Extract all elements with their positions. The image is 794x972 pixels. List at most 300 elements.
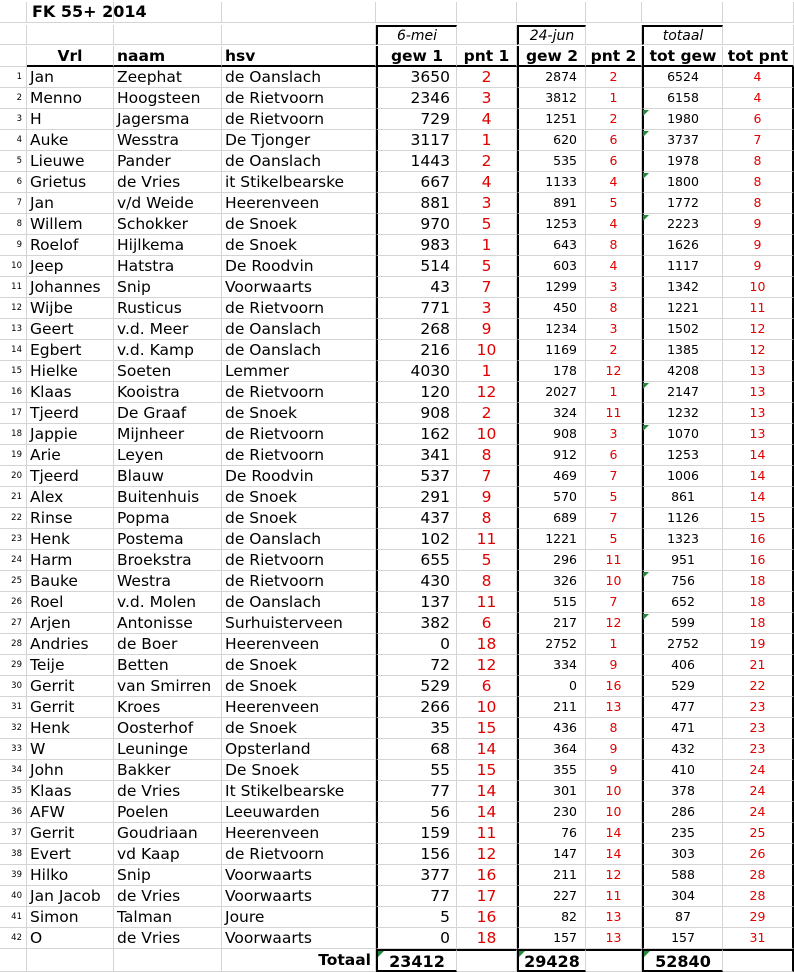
cell-hsv[interactable]: Voorwaarts — [222, 865, 376, 886]
cell-hsv[interactable]: Voorwaarts — [222, 886, 376, 907]
row-number[interactable]: 11 — [0, 277, 27, 298]
sheet-title[interactable]: FK 55+ 2014 — [32, 2, 147, 21]
grid-cell[interactable] — [723, 2, 794, 23]
cell-hsv[interactable]: It Stikelbearske — [222, 781, 376, 802]
cell-pnt2[interactable]: 13 — [586, 928, 642, 949]
cell-gew2[interactable]: 301 — [517, 781, 586, 802]
cell-totgew[interactable]: 1232 — [642, 403, 723, 424]
cell-gew1[interactable]: 437 — [376, 508, 457, 529]
cell-totgew[interactable]: 1006 — [642, 466, 723, 487]
cell-pnt1[interactable]: 4 — [457, 109, 517, 130]
cell-naam[interactable]: de Vries — [114, 781, 222, 802]
cell-pnt2[interactable]: 4 — [586, 214, 642, 235]
cell-pnt1[interactable]: 16 — [457, 865, 517, 886]
row-number[interactable]: 18 — [0, 424, 27, 445]
cell-gew2[interactable]: 1133 — [517, 172, 586, 193]
cell-totpnt[interactable]: 16 — [723, 550, 794, 571]
cell-gew2[interactable]: 450 — [517, 298, 586, 319]
cell-naam[interactable]: Talman — [114, 907, 222, 928]
cell-vrl[interactable]: AFW — [27, 802, 114, 823]
cell-gew1[interactable]: 77 — [376, 886, 457, 907]
cell-pnt2[interactable]: 8 — [586, 235, 642, 256]
cell-pnt1[interactable]: 6 — [457, 613, 517, 634]
cell-vrl[interactable]: Arie — [27, 445, 114, 466]
col-header-gew-2[interactable]: gew 2 — [517, 46, 586, 67]
cell-totgew[interactable]: 6524 — [642, 67, 723, 88]
row-number[interactable]: 19 — [0, 445, 27, 466]
cell-vrl[interactable]: Gerrit — [27, 676, 114, 697]
cell-hsv[interactable]: it Stikelbearske — [222, 172, 376, 193]
cell-totpnt[interactable]: 26 — [723, 844, 794, 865]
grid-cell[interactable] — [114, 949, 222, 972]
cell-hsv[interactable]: de Oanslach — [222, 340, 376, 361]
cell-vrl[interactable]: Roel — [27, 592, 114, 613]
cell-gew2[interactable]: 2752 — [517, 634, 586, 655]
cell-pnt1[interactable]: 8 — [457, 445, 517, 466]
cell-totpnt[interactable]: 23 — [723, 739, 794, 760]
cell-vrl[interactable]: Tjeerd — [27, 466, 114, 487]
cell-vrl[interactable]: Tjeerd — [27, 403, 114, 424]
cell-gew1[interactable]: 430 — [376, 571, 457, 592]
col-header-gew-1[interactable]: gew 1 — [376, 46, 457, 67]
row-number[interactable]: 9 — [0, 235, 27, 256]
row-number[interactable]: 2 — [0, 88, 27, 109]
cell-totpnt[interactable]: 13 — [723, 382, 794, 403]
row-number[interactable]: 31 — [0, 697, 27, 718]
cell-gew2[interactable]: 3812 — [517, 88, 586, 109]
cell-hsv[interactable]: De Snoek — [222, 760, 376, 781]
cell-gew1[interactable]: 266 — [376, 697, 457, 718]
row-number[interactable]: 13 — [0, 319, 27, 340]
cell-naam[interactable]: Mijnheer — [114, 424, 222, 445]
cell-gew2[interactable]: 324 — [517, 403, 586, 424]
cell-hsv[interactable]: Heerenveen — [222, 634, 376, 655]
row-number[interactable]: 5 — [0, 151, 27, 172]
cell-pnt1[interactable]: 9 — [457, 319, 517, 340]
cell-hsv[interactable]: De Roodvin — [222, 466, 376, 487]
cell-hsv[interactable]: de Snoek — [222, 487, 376, 508]
cell-vrl[interactable]: Lieuwe — [27, 151, 114, 172]
cell-totgew[interactable]: 951 — [642, 550, 723, 571]
cell-pnt1[interactable]: 4 — [457, 172, 517, 193]
row-number[interactable]: 41 — [0, 907, 27, 928]
cell-vrl[interactable]: Jan — [27, 67, 114, 88]
cell-naam[interactable]: Oosterhof — [114, 718, 222, 739]
grid-cell[interactable] — [27, 949, 114, 972]
cell-totpnt[interactable]: 14 — [723, 445, 794, 466]
cell-totpnt[interactable]: 8 — [723, 172, 794, 193]
cell-hsv[interactable]: Surhuisterveen — [222, 613, 376, 634]
cell-naam[interactable]: v/d Weide — [114, 193, 222, 214]
cell-totgew[interactable]: 2223 — [642, 214, 723, 235]
cell-hsv[interactable]: de Rietvoorn — [222, 445, 376, 466]
cell-vrl[interactable]: Evert — [27, 844, 114, 865]
cell-gew1[interactable]: 55 — [376, 760, 457, 781]
cell-gew2[interactable]: 570 — [517, 487, 586, 508]
cell-vrl[interactable]: Menno — [27, 88, 114, 109]
grid-cell[interactable] — [0, 2, 27, 23]
cell-naam[interactable]: Kroes — [114, 697, 222, 718]
cell-pnt1[interactable]: 14 — [457, 802, 517, 823]
cell-gew2[interactable]: 157 — [517, 928, 586, 949]
cell-pnt1[interactable]: 8 — [457, 571, 517, 592]
cell-gew2[interactable]: 1221 — [517, 529, 586, 550]
cell-hsv[interactable]: Voorwaarts — [222, 277, 376, 298]
cell-hsv[interactable]: de Oanslach — [222, 151, 376, 172]
total-gew1[interactable]: 23412 — [376, 949, 457, 972]
cell-gew2[interactable]: 689 — [517, 508, 586, 529]
cell-gew1[interactable]: 514 — [376, 256, 457, 277]
cell-naam[interactable]: de Vries — [114, 928, 222, 949]
cell-hsv[interactable]: de Snoek — [222, 718, 376, 739]
row-number[interactable]: 8 — [0, 214, 27, 235]
cell-gew2[interactable]: 1299 — [517, 277, 586, 298]
cell-gew1[interactable]: 1443 — [376, 151, 457, 172]
cell-totpnt[interactable]: 10 — [723, 277, 794, 298]
cell-gew1[interactable]: 2346 — [376, 88, 457, 109]
cell-naam[interactable]: Hatstra — [114, 256, 222, 277]
row-number[interactable]: 42 — [0, 928, 27, 949]
cell-totpnt[interactable]: 8 — [723, 151, 794, 172]
cell-totpnt[interactable]: 4 — [723, 88, 794, 109]
cell-totpnt[interactable]: 14 — [723, 487, 794, 508]
cell-gew1[interactable]: 908 — [376, 403, 457, 424]
cell-pnt2[interactable]: 10 — [586, 802, 642, 823]
cell-gew1[interactable]: 881 — [376, 193, 457, 214]
col-header-Vrl[interactable]: Vrl — [27, 46, 114, 67]
row-number[interactable]: 7 — [0, 193, 27, 214]
cell-pnt1[interactable]: 7 — [457, 277, 517, 298]
cell-vrl[interactable]: Henk — [27, 529, 114, 550]
cell-totpnt[interactable]: 28 — [723, 886, 794, 907]
cell-totgew[interactable]: 1070 — [642, 424, 723, 445]
cell-gew2[interactable]: 1253 — [517, 214, 586, 235]
cell-vrl[interactable]: Arjen — [27, 613, 114, 634]
cell-totgew[interactable]: 1502 — [642, 319, 723, 340]
cell-hsv[interactable]: De Tjonger — [222, 130, 376, 151]
cell-hsv[interactable]: de Rietvoorn — [222, 298, 376, 319]
cell-pnt1[interactable]: 17 — [457, 886, 517, 907]
cell-totgew[interactable]: 588 — [642, 865, 723, 886]
cell-totgew[interactable]: 1772 — [642, 193, 723, 214]
row-number[interactable]: 15 — [0, 361, 27, 382]
cell-naam[interactable]: v.d. Kamp — [114, 340, 222, 361]
cell-totgew[interactable]: 410 — [642, 760, 723, 781]
cell-totpnt[interactable]: 22 — [723, 676, 794, 697]
cell-totpnt[interactable]: 12 — [723, 340, 794, 361]
cell-gew1[interactable]: 102 — [376, 529, 457, 550]
grid-cell[interactable] — [457, 25, 517, 45]
row-number[interactable]: 20 — [0, 466, 27, 487]
cell-pnt1[interactable]: 3 — [457, 298, 517, 319]
cell-pnt2[interactable]: 9 — [586, 739, 642, 760]
cell-pnt2[interactable]: 4 — [586, 256, 642, 277]
cell-naam[interactable]: Betten — [114, 655, 222, 676]
cell-pnt2[interactable]: 2 — [586, 67, 642, 88]
row-number[interactable]: 37 — [0, 823, 27, 844]
cell-hsv[interactable]: de Rietvoorn — [222, 424, 376, 445]
cell-gew2[interactable]: 147 — [517, 844, 586, 865]
cell-hsv[interactable]: de Rietvoorn — [222, 382, 376, 403]
cell-naam[interactable]: Postema — [114, 529, 222, 550]
cell-naam[interactable]: v.d. Molen — [114, 592, 222, 613]
cell-naam[interactable]: Kooistra — [114, 382, 222, 403]
cell-gew1[interactable]: 137 — [376, 592, 457, 613]
row-number[interactable]: 3 — [0, 109, 27, 130]
cell-pnt1[interactable]: 10 — [457, 340, 517, 361]
row-number[interactable]: 27 — [0, 613, 27, 634]
cell-totpnt[interactable]: 31 — [723, 928, 794, 949]
cell-pnt1[interactable]: 2 — [457, 151, 517, 172]
cell-totpnt[interactable]: 13 — [723, 361, 794, 382]
cell-vrl[interactable]: Rinse — [27, 508, 114, 529]
cell-pnt2[interactable]: 13 — [586, 697, 642, 718]
cell-gew2[interactable]: 515 — [517, 592, 586, 613]
cell-vrl[interactable]: Auke — [27, 130, 114, 151]
cell-totgew[interactable]: 756 — [642, 571, 723, 592]
cell-naam[interactable]: vd Kaap — [114, 844, 222, 865]
cell-totpnt[interactable]: 12 — [723, 319, 794, 340]
cell-hsv[interactable]: de Snoek — [222, 403, 376, 424]
cell-vrl[interactable]: Geert — [27, 319, 114, 340]
cell-vrl[interactable]: Harm — [27, 550, 114, 571]
cell-pnt2[interactable]: 3 — [586, 319, 642, 340]
row-number[interactable]: 6 — [0, 172, 27, 193]
cell-hsv[interactable]: Voorwaarts — [222, 928, 376, 949]
cell-pnt2[interactable]: 4 — [586, 172, 642, 193]
cell-gew2[interactable]: 230 — [517, 802, 586, 823]
cell-hsv[interactable]: de Rietvoorn — [222, 550, 376, 571]
cell-vrl[interactable]: Hielke — [27, 361, 114, 382]
cell-totgew[interactable]: 1385 — [642, 340, 723, 361]
cell-pnt2[interactable]: 14 — [586, 844, 642, 865]
cell-totpnt[interactable]: 18 — [723, 571, 794, 592]
grid-cell[interactable] — [723, 25, 794, 45]
cell-pnt2[interactable]: 11 — [586, 550, 642, 571]
grid-cell[interactable] — [0, 46, 27, 67]
cell-totpnt[interactable]: 23 — [723, 718, 794, 739]
cell-pnt2[interactable]: 12 — [586, 613, 642, 634]
cell-naam[interactable]: Broekstra — [114, 550, 222, 571]
cell-vrl[interactable]: John — [27, 760, 114, 781]
cell-pnt2[interactable]: 2 — [586, 109, 642, 130]
cell-totpnt[interactable]: 9 — [723, 214, 794, 235]
row-number[interactable]: 4 — [0, 130, 27, 151]
grid-cell[interactable] — [114, 25, 222, 45]
cell-gew1[interactable]: 655 — [376, 550, 457, 571]
cell-totgew[interactable]: 529 — [642, 676, 723, 697]
cell-totpnt[interactable]: 11 — [723, 298, 794, 319]
cell-gew1[interactable]: 120 — [376, 382, 457, 403]
grid-cell[interactable] — [517, 2, 586, 23]
cell-totpnt[interactable]: 13 — [723, 403, 794, 424]
cell-pnt1[interactable]: 12 — [457, 382, 517, 403]
cell-hsv[interactable]: Heerenveen — [222, 193, 376, 214]
cell-pnt1[interactable]: 14 — [457, 739, 517, 760]
cell-naam[interactable]: Antonisse — [114, 613, 222, 634]
grid-cell[interactable] — [586, 949, 642, 972]
cell-hsv[interactable]: de Oanslach — [222, 592, 376, 613]
cell-gew2[interactable]: 227 — [517, 886, 586, 907]
grid-cell[interactable] — [27, 25, 114, 45]
cell-gew1[interactable]: 4030 — [376, 361, 457, 382]
cell-pnt1[interactable]: 2 — [457, 403, 517, 424]
cell-gew2[interactable]: 912 — [517, 445, 586, 466]
date-round-2[interactable]: 24-jun — [517, 25, 586, 45]
row-number[interactable]: 1 — [0, 67, 27, 88]
cell-gew2[interactable]: 1251 — [517, 109, 586, 130]
cell-pnt1[interactable]: 10 — [457, 697, 517, 718]
cell-naam[interactable]: Snip — [114, 865, 222, 886]
totals-label[interactable]: Totaal — [222, 949, 376, 972]
cell-pnt2[interactable]: 1 — [586, 88, 642, 109]
cell-totpnt[interactable]: 6 — [723, 109, 794, 130]
cell-totpnt[interactable]: 24 — [723, 760, 794, 781]
row-number[interactable]: 40 — [0, 886, 27, 907]
cell-hsv[interactable]: de Rietvoorn — [222, 88, 376, 109]
cell-hsv[interactable]: Joure — [222, 907, 376, 928]
cell-totpnt[interactable]: 29 — [723, 907, 794, 928]
cell-gew2[interactable]: 1234 — [517, 319, 586, 340]
cell-pnt1[interactable]: 11 — [457, 823, 517, 844]
row-number[interactable]: 33 — [0, 739, 27, 760]
col-header-pnt-2[interactable]: pnt 2 — [586, 46, 642, 67]
cell-totpnt[interactable]: 13 — [723, 424, 794, 445]
cell-gew2[interactable]: 535 — [517, 151, 586, 172]
cell-vrl[interactable]: Willem — [27, 214, 114, 235]
cell-vrl[interactable]: Egbert — [27, 340, 114, 361]
cell-naam[interactable]: Snip — [114, 277, 222, 298]
cell-pnt1[interactable]: 2 — [457, 67, 517, 88]
cell-vrl[interactable]: Klaas — [27, 781, 114, 802]
cell-hsv[interactable]: Leeuwarden — [222, 802, 376, 823]
cell-totpnt[interactable]: 9 — [723, 235, 794, 256]
cell-hsv[interactable]: de Snoek — [222, 508, 376, 529]
cell-totgew[interactable]: 1126 — [642, 508, 723, 529]
cell-vrl[interactable]: Teije — [27, 655, 114, 676]
cell-hsv[interactable]: de Oanslach — [222, 319, 376, 340]
cell-pnt1[interactable]: 6 — [457, 676, 517, 697]
cell-totpnt[interactable]: 14 — [723, 466, 794, 487]
cell-pnt1[interactable]: 1 — [457, 130, 517, 151]
row-number[interactable]: 25 — [0, 571, 27, 592]
cell-gew1[interactable]: 970 — [376, 214, 457, 235]
cell-naam[interactable]: de Boer — [114, 634, 222, 655]
cell-pnt1[interactable]: 5 — [457, 550, 517, 571]
cell-pnt1[interactable]: 1 — [457, 235, 517, 256]
cell-gew2[interactable]: 326 — [517, 571, 586, 592]
cell-pnt2[interactable]: 16 — [586, 676, 642, 697]
cell-naam[interactable]: Buitenhuis — [114, 487, 222, 508]
grid-cell[interactable] — [642, 2, 723, 23]
cell-gew2[interactable]: 891 — [517, 193, 586, 214]
row-number[interactable]: 14 — [0, 340, 27, 361]
cell-totpnt[interactable]: 18 — [723, 592, 794, 613]
cell-totpnt[interactable]: 7 — [723, 130, 794, 151]
cell-vrl[interactable]: O — [27, 928, 114, 949]
cell-totpnt[interactable]: 28 — [723, 865, 794, 886]
cell-gew2[interactable]: 436 — [517, 718, 586, 739]
cell-gew1[interactable]: 0 — [376, 634, 457, 655]
cell-totgew[interactable]: 235 — [642, 823, 723, 844]
cell-pnt2[interactable]: 8 — [586, 718, 642, 739]
cell-gew1[interactable]: 771 — [376, 298, 457, 319]
cell-gew1[interactable]: 0 — [376, 928, 457, 949]
cell-totgew[interactable]: 378 — [642, 781, 723, 802]
cell-naam[interactable]: Pander — [114, 151, 222, 172]
cell-totgew[interactable]: 1117 — [642, 256, 723, 277]
cell-totpnt[interactable]: 19 — [723, 634, 794, 655]
cell-totgew[interactable]: 477 — [642, 697, 723, 718]
cell-gew2[interactable]: 643 — [517, 235, 586, 256]
cell-naam[interactable]: Bakker — [114, 760, 222, 781]
cell-vrl[interactable]: Bauke — [27, 571, 114, 592]
cell-totgew[interactable]: 432 — [642, 739, 723, 760]
cell-totpnt[interactable]: 8 — [723, 193, 794, 214]
cell-gew1[interactable]: 729 — [376, 109, 457, 130]
cell-pnt2[interactable]: 5 — [586, 529, 642, 550]
total-gew2[interactable]: 29428 — [517, 949, 586, 972]
cell-pnt2[interactable]: 3 — [586, 424, 642, 445]
cell-pnt2[interactable]: 7 — [586, 466, 642, 487]
cell-pnt2[interactable]: 1 — [586, 382, 642, 403]
cell-totgew[interactable]: 2752 — [642, 634, 723, 655]
cell-pnt1[interactable]: 18 — [457, 928, 517, 949]
cell-totgew[interactable]: 1800 — [642, 172, 723, 193]
cell-gew1[interactable]: 667 — [376, 172, 457, 193]
cell-naam[interactable]: Soeten — [114, 361, 222, 382]
row-number[interactable]: 36 — [0, 802, 27, 823]
cell-pnt1[interactable]: 16 — [457, 907, 517, 928]
cell-gew2[interactable]: 364 — [517, 739, 586, 760]
cell-gew1[interactable]: 68 — [376, 739, 457, 760]
cell-gew2[interactable]: 82 — [517, 907, 586, 928]
cell-totpnt[interactable]: 21 — [723, 655, 794, 676]
cell-naam[interactable]: de Vries — [114, 886, 222, 907]
grid-cell[interactable] — [457, 949, 517, 972]
cell-pnt2[interactable]: 10 — [586, 571, 642, 592]
cell-gew1[interactable]: 341 — [376, 445, 457, 466]
cell-totgew[interactable]: 4208 — [642, 361, 723, 382]
cell-totgew[interactable]: 861 — [642, 487, 723, 508]
cell-naam[interactable]: Schokker — [114, 214, 222, 235]
cell-pnt1[interactable]: 10 — [457, 424, 517, 445]
cell-totpnt[interactable]: 23 — [723, 697, 794, 718]
cell-gew1[interactable]: 56 — [376, 802, 457, 823]
cell-gew2[interactable]: 334 — [517, 655, 586, 676]
cell-totgew[interactable]: 652 — [642, 592, 723, 613]
cell-totgew[interactable]: 3737 — [642, 130, 723, 151]
cell-pnt1[interactable]: 5 — [457, 214, 517, 235]
cell-totgew[interactable]: 1626 — [642, 235, 723, 256]
cell-totpnt[interactable]: 18 — [723, 613, 794, 634]
cell-totgew[interactable]: 2147 — [642, 382, 723, 403]
cell-pnt2[interactable]: 6 — [586, 130, 642, 151]
cell-pnt1[interactable]: 8 — [457, 508, 517, 529]
cell-gew1[interactable]: 3117 — [376, 130, 457, 151]
row-number[interactable]: 24 — [0, 550, 27, 571]
cell-gew1[interactable]: 382 — [376, 613, 457, 634]
date-total[interactable]: totaal — [642, 25, 723, 45]
cell-pnt2[interactable]: 9 — [586, 655, 642, 676]
cell-gew1[interactable]: 537 — [376, 466, 457, 487]
cell-pnt1[interactable]: 11 — [457, 529, 517, 550]
cell-gew1[interactable]: 5 — [376, 907, 457, 928]
cell-naam[interactable]: Leuninge — [114, 739, 222, 760]
cell-vrl[interactable]: Simon — [27, 907, 114, 928]
cell-totpnt[interactable]: 24 — [723, 781, 794, 802]
cell-gew1[interactable]: 291 — [376, 487, 457, 508]
